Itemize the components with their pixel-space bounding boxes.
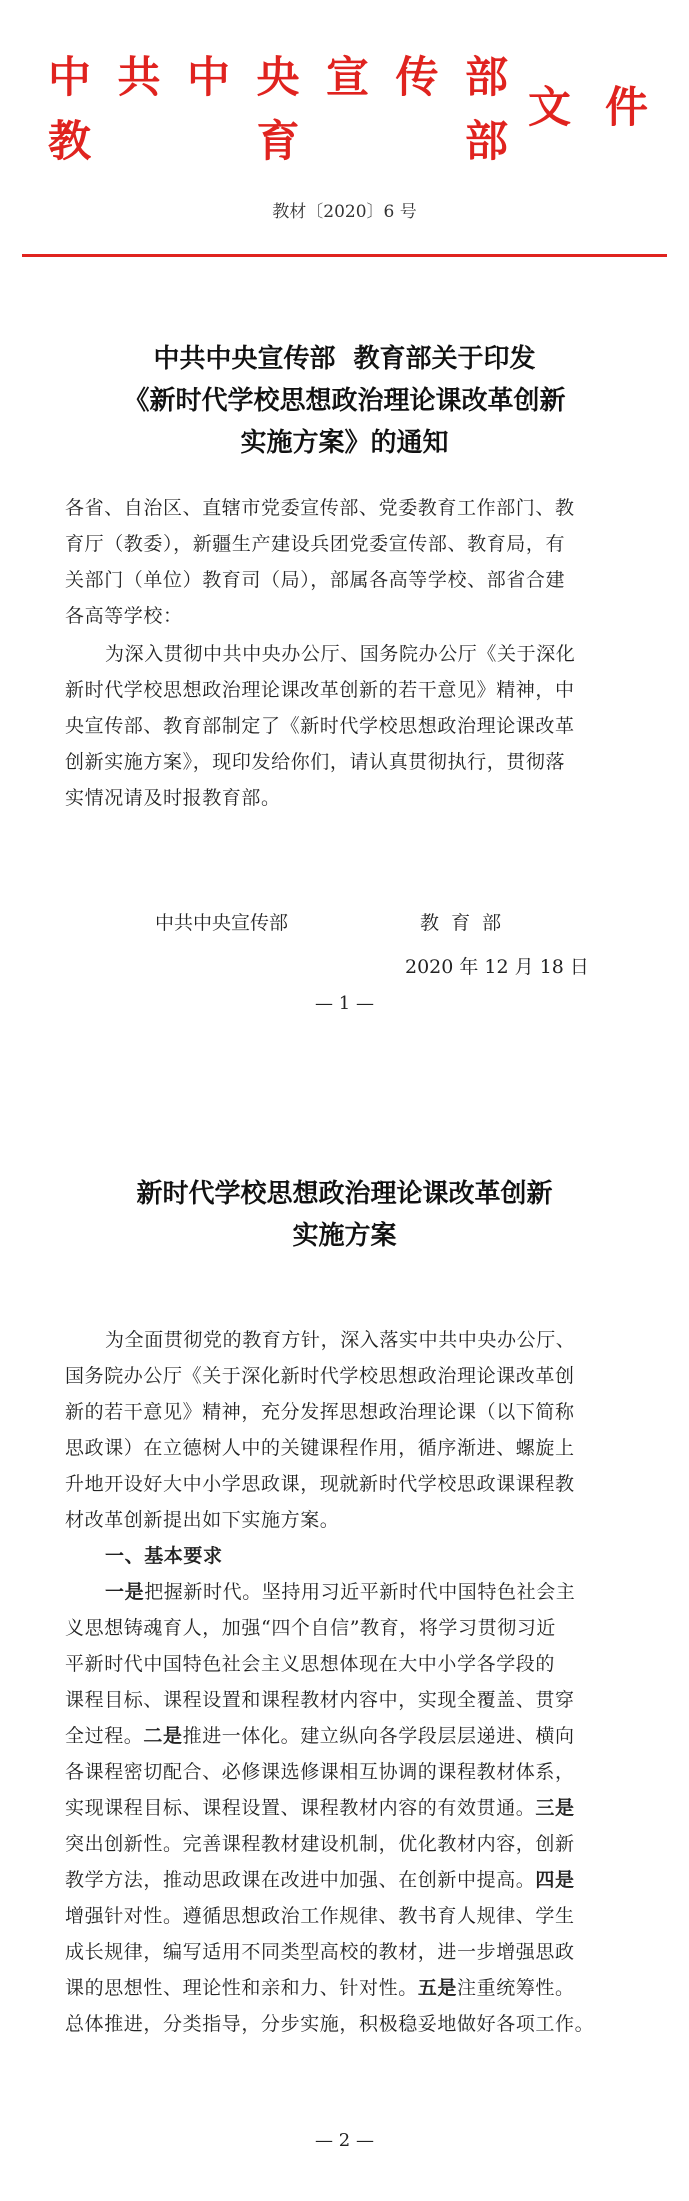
section-heading: 一、基本要求: [105, 1545, 223, 1567]
header-char: 文: [528, 83, 571, 133]
text-line: 增强针对性。遵循思想政治工作规律、教书育人规律、学生: [65, 1905, 575, 1927]
text-line: 材改革创新提出如下实施方案。: [65, 1509, 340, 1531]
document-number: 教材〔2020〕6 号: [272, 202, 417, 222]
intro-paragraph: [65, 1322, 625, 1538]
red-divider-rule: [22, 254, 667, 257]
text-line: 实情况请及时报教育部。: [65, 787, 281, 809]
header-document-label: [528, 82, 648, 134]
text-line: 义思想铸魂育人，加强“四个自信”教育，将学习贯彻习近: [65, 1617, 557, 1639]
header-char: 中: [187, 53, 230, 103]
text-run: 把握新时代。坚持用习近平新时代中国特色社会主: [144, 1581, 576, 1603]
text-line: 各省、自治区、直辖市党委宣传部、党委教育工作部门、教: [65, 497, 575, 519]
text-line: 课程目标、课程设置和课程教材内容中，实现全覆盖、贯穿: [65, 1689, 575, 1711]
emphasis: 四是: [535, 1869, 575, 1891]
text-line: [65, 1718, 625, 1754]
header-issuer-line-1: [48, 52, 508, 104]
body-paragraph: [65, 636, 625, 816]
text-line: 总体推进，分类指导，分步实施，积极稳妥地做好各项工作。: [65, 2013, 595, 2035]
header-char: 中: [48, 53, 91, 103]
title-line: 实施方案: [292, 1221, 397, 1251]
text-line: 创新实施方案》，现印发给你们，请认真贯彻执行，贯彻落: [65, 751, 566, 773]
document-page-2: [0, 1065, 689, 2201]
text-line: 新的若干意见》精神，充分发挥思想政治理论课（以下简称: [65, 1401, 575, 1423]
header-char: 宣: [326, 53, 369, 103]
header-issuer-line-2: [48, 116, 508, 168]
text-line: [65, 1862, 625, 1898]
text-line: [65, 1574, 625, 1610]
title-line: 中共中央宣传部 教育部关于印发: [153, 344, 536, 374]
header-char: 部: [465, 117, 508, 167]
text-line: 各课程密切配合、必修课选修课相互协调的课程教材体系，: [65, 1761, 575, 1783]
notice-title: [0, 338, 689, 464]
text-line: 升地开设好大中小学思政课，现就新时代学校思政课课程教: [65, 1473, 575, 1495]
text-line: 育厅（教委），新疆生产建设兵团党委宣传部、教育局，有: [65, 533, 566, 555]
addressee-paragraph: [65, 490, 625, 634]
text-run: 实现课程目标、课程设置、课程教材内容的有效贯通。: [65, 1797, 536, 1819]
text-line: 国务院办公厅《关于深化新时代学校思想政治理论课改革创: [65, 1365, 575, 1387]
header-char: 共: [117, 53, 161, 103]
title-line: 《新时代学校思想政治理论课改革创新: [123, 386, 566, 416]
signer-propaganda-dept: 中共中央宣传部: [155, 912, 289, 934]
page-number: — 1 —: [315, 993, 374, 1014]
requirements-section: [65, 1538, 625, 2042]
header-char: 件: [605, 83, 648, 133]
emphasis: 二是: [143, 1725, 183, 1747]
text-line: 平新时代中国特色社会主义思想体现在大中小学各学段的: [65, 1653, 556, 1675]
header-char: 教: [48, 117, 91, 167]
text-line: 央宣传部、教育部制定了《新时代学校思想政治理论课改革: [65, 715, 575, 737]
signer-education-ministry: 教 育 部: [420, 912, 502, 934]
emphasis: 五是: [417, 1977, 458, 1999]
emphasis: 一是: [105, 1581, 145, 1603]
header-char: 央: [256, 53, 300, 103]
text-line: [65, 1790, 625, 1826]
text-line: 成长规律，编写适用不同类型高校的教材，进一步增强思政: [65, 1941, 575, 1963]
text-line: 各高等学校：: [65, 605, 183, 627]
text-line: [65, 1970, 625, 2006]
issue-date: 2020 年 12 月 18 日: [405, 956, 589, 978]
header-char: 部: [465, 53, 508, 103]
text-run: 推进一体化。建立纵向各学段层层递进、横向: [182, 1725, 575, 1747]
text-run: 全过程。: [65, 1725, 144, 1747]
text-run: 注重统筹性。: [457, 1977, 575, 1999]
emphasis: 三是: [535, 1797, 575, 1819]
text-line: 新时代学校思想政治理论课改革创新的若干意见》精神，中: [65, 679, 575, 701]
page-number: — 2 —: [315, 2130, 374, 2151]
text-line: 为全面贯彻党的教育方针，深入落实中共中央办公厅、: [105, 1329, 576, 1351]
header-char: 传: [395, 53, 439, 103]
text-line: 关部门（单位）教育司（局），部属各高等学校、部省合建: [65, 569, 566, 591]
text-line: 思政课）在立德树人中的关键课程作用，循序渐进、螺旋上: [65, 1437, 575, 1459]
header-char: 育: [256, 117, 300, 167]
text-run: 课的思想性、理论性和亲和力、针对性。: [65, 1977, 418, 1999]
text-line: 为深入贯彻中共中央办公厅、国务院办公厅《关于深化: [105, 643, 576, 665]
plan-title: [0, 1173, 689, 1257]
text-line: 突出创新性。完善课程教材建设机制，优化教材内容，创新: [65, 1833, 575, 1855]
title-line: 实施方案》的通知: [240, 428, 449, 458]
title-line: 新时代学校思想政治理论课改革创新: [136, 1179, 553, 1209]
document-page-1: [0, 0, 689, 1065]
text-run: 教学方法，推动思政课在改进中加强、在创新中提高。: [65, 1869, 536, 1891]
